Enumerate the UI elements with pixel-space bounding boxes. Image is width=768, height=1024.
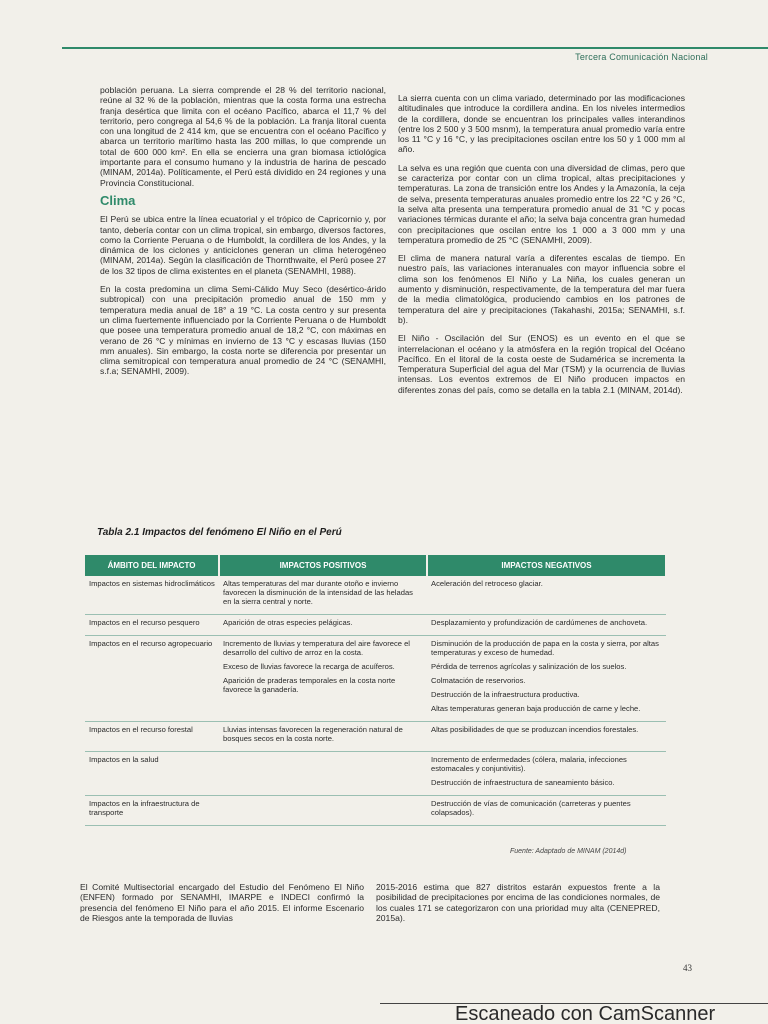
paragraph: La selva es una región que cuenta con una diversidad de climas, pero que se caracteriza por contar con un clima tropical, altas precipitaciones y temperaturas. La zona de transición entre los Andes y la Amazonía, la ceja de selva, presenta temperaturas anuales promedio entre los 22 °C y 26 °C, la selva alta presenta una temperatura promedio anual de 31 °C y pocas variaciones térmicas durante el año; la selva baja concentra gran humedad con precipitaciones que oscilan entre los 1 000 a 3 000 mm y una temperatura promedio de 25 °C (SENAMHI, 2009). [398,162,685,245]
table-row [85,615,666,636]
paragraph: El Perú se ubica entre la línea ecuatorial y el trópico de Capricornio y, por tanto, debería contar con un clima tropical, sin embargo, diversos factores, como la Corriente Peruana o de Humboldt, la cordillera de los Andes, y la dinámica de los ciclones y anticiclones generan un clima heterogéneo (MINAM, 2014a). Según la clasificación de Thornthwaite, el Perú posee 27 de los 32 tipos de clima existentes en el planeta (SENAMHI, 1988). [100,214,386,276]
table-row [85,752,666,796]
negative-impact: Destrucción de la infraestructura productiva. [431,690,580,699]
page-number: 43 [683,963,692,973]
scanner-watermark: Escaneado con CamScanner [455,1003,716,1024]
negative-impact: Altas temperaturas generan baja producción de carne y leche. [431,704,641,713]
ambito-cell: Impactos en el recurso forestal [85,722,219,752]
positive-impacts-cell [219,752,427,796]
negative-impacts-cell [427,576,666,615]
negative-impact: Aceleración del retroceso glaciar. [431,579,543,588]
negative-impact: Disminución de la producción de papa en la costa y sierra, por altas temperaturas y exceso de humedad. [431,639,659,657]
paragraph: En la costa predomina un clima Semi-Cálido Muy Seco (desértico-árido subtropical) con una precipitación promedio anual de 150 mm y temperatura media anual de 18° a 19 °C. La costa centro y sur presenta un clima fuertemente influenciado por la Corriente Peruana o de Humboldt que posee una temperatura promedio anual de 18,2 °C, con máximas en verano de 26 °C y mínimas en invierno de 13 °C y escasas lluvias (150 mm anuales). Sin embargo, la costa norte se diferencia por presentar un clima semitropical con temperatura anual promedio de 24 °C (SENAMHI, s.f.a; SENAMHI, 2009). [100,284,386,377]
paragraph: El Niño - Oscilación del Sur (ENOS) es un evento en el que se interrelacionan el océano y la atmósfera en la región tropical del Océano Pacífico. En el litoral de la costa oeste de Sudamérica se incrementa la Temperatura Superficial del agua del Mar (TSM) y la ocurrencia de lluvias intensas. Los eventos extremos de El Niño producen impactos en diferentes zonas del país, como se detalla en la tabla 2.1 (MINAM, 2014d). [398,333,685,395]
section-heading-clima: Clima [100,192,136,208]
positive-impact: Exceso de lluvias favorece la recarga de acuíferos. [223,662,395,671]
ambito-cell: Impactos en la infraestructura de transporte [85,796,219,826]
negative-impact: Pérdida de terrenos agrícolas y salinización de los suelos. [431,662,627,671]
table-header-negativos: IMPACTOS NEGATIVOS [427,555,666,576]
positive-impacts-cell [219,722,427,752]
positive-impacts-cell [219,576,427,615]
right-column [398,93,685,403]
negative-impact: Destrucción de infraestructura de saneamiento básico. [431,778,615,787]
negative-impact: Incremento de enfermedades (cólera, malaria, infecciones estomacales y conjuntivitis). [431,755,627,773]
negative-impacts-cell [427,636,666,722]
paragraph: El clima de manera natural varía a diferentes escalas de tiempo. En nuestro país, las variaciones interanuales con mayor influencia sobre el clima son los fenómenos El Niño y La Niña, los cuales generan un aumento y disminución, respectivamente, de la temperatura del mar fuera de la media climatológica, produciendo cambios en los patrones de temperatura del aire y precipitaciones (Takahashi, 2015a; SENAMHI, s.f. b). [398,253,685,325]
negative-impacts-cell [427,722,666,752]
bottom-right-paragraph: 2015-2016 estima que 827 distritos estarán expuestos frente a la posibilidad de precipitaciones por encima de las condiciones normales, de los cuales 171 se categorizaron con una prioridad muy alta (CENEPRED, 2015a). [376,882,660,923]
negative-impact: Destrucción de vías de comunicación (carreteras y puentes colapsados). [431,799,631,817]
table-header-ambito: ÁMBITO DEL IMPACTO [85,555,219,576]
positive-impact: Altas temperaturas del mar durante otoño e invierno favorecen la disminución de la intensidad de las heladas en la sierra central y norte. [223,579,413,606]
paragraph: población peruana. La sierra comprende el 28 % del territorio nacional, reúne al 32 % de la población, mientras que la costa forma una estrecha franja desértica que limita con el océano Pacífico, abarca el 11,7 % del territorio, pero congrega al 54,6 % de la población. La franja litoral cuenta con una longitud de 2 414 km, que se encuentra con el océano Pacífico y abarca un territorio marítimo hasta las 200 millas, lo que comprende un total de 600 000 km². En ella se encierra una gran biomasa ictiológica importante para el consumo humano y la industria de harina de pescado (MINAM, 2014a). Políticamente, el Perú está dividido en 24 regiones y una Provincia Constitucional. [100,85,386,188]
negative-impacts-cell [427,796,666,826]
positive-impact: Aparición de praderas temporales en la costa norte favorece la ganadería. [223,676,396,694]
table-row [85,576,666,615]
positive-impacts-cell [219,796,427,826]
ambito-cell: Impactos en sistemas hidroclimáticos [85,576,219,615]
negative-impact: Desplazamiento y profundización de cardúmenes de anchoveta. [431,618,648,627]
negative-impact: Altas posibilidades de que se produzcan incendios forestales. [431,725,639,734]
negative-impacts-cell [427,752,666,796]
positive-impact: Incremento de lluvias y temperatura del aire favorece el desarrollo del cultivo de arroz en la costa. [223,639,410,657]
paragraph: La sierra cuenta con un clima variado, determinado por las modificaciones altitudinales que introduce la cordillera andina. En los niveles intermedios de la cordillera, donde se encuentran los principales valles interandinos (entre los 2 500 y 3 500 msnm), la temperatura anual promedio varía entre los 11 °C y 16 °C, y las precipitaciones oscilan entre los 50 y 1 000 mm al año. [398,93,685,155]
positive-impacts-cell [219,615,427,636]
left-column [100,85,386,385]
table-row [85,722,666,752]
table-header-positivos: IMPACTOS POSITIVOS [219,555,427,576]
ambito-cell: Impactos en la salud [85,752,219,796]
positive-impacts-cell [219,636,427,722]
ambito-cell: Impactos en el recurso agropecuario [85,636,219,722]
table-source: Fuente: Adaptado de MINAM (2014d) [510,848,627,855]
table-body [85,576,666,826]
positive-impact: Aparición de otras especies pelágicas. [223,618,353,627]
header-rule [62,47,768,49]
impacts-table [85,555,667,826]
negative-impacts-cell [427,615,666,636]
positive-impact: Lluvias intensas favorecen la regeneración natural de bosques secos en la costa norte. [223,725,403,743]
table-caption: Tabla 2.1 Impactos del fenómeno El Niño en el Perú [97,527,342,538]
bottom-left-paragraph: El Comité Multisectorial encargado del Estudio del Fenómeno El Niño (ENFEN) formado por SENAMHI, IMARPE e INDECI confirmó la presencia del fenómeno El Niño para el año 2015. El informe Escenario de Riesgos ante la temporada de lluvias [80,882,364,923]
table-row [85,636,666,722]
ambito-cell: Impactos en el recurso pesquero [85,615,219,636]
table-row [85,796,666,826]
running-header: Tercera Comunicación Nacional [575,52,708,62]
negative-impact: Colmatación de reservorios. [431,676,526,685]
